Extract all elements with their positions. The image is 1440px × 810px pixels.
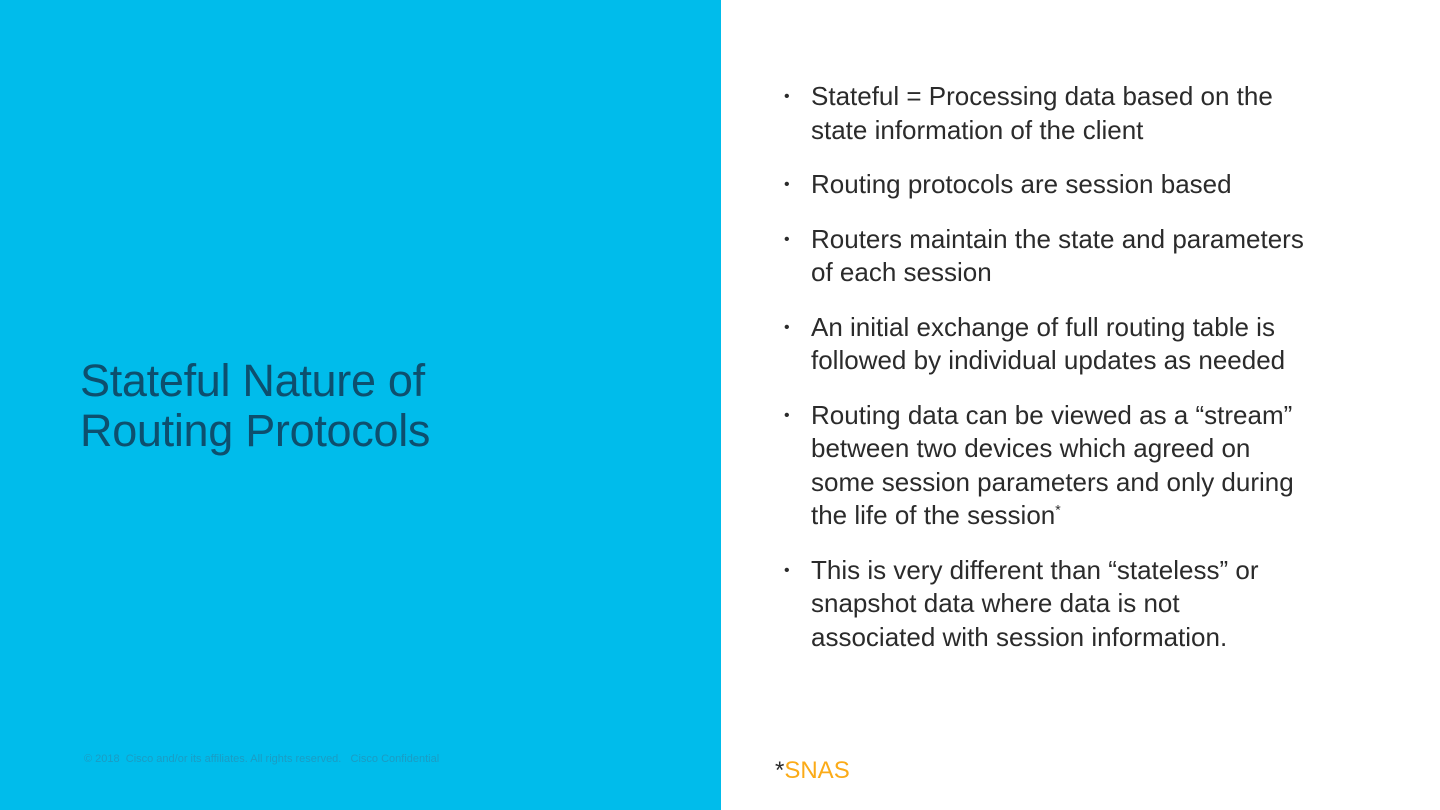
bullet-dot-icon: • <box>784 230 790 248</box>
bullet-line-with-footnote <box>811 499 1341 533</box>
bullet-item-initial-exchange <box>781 311 1341 378</box>
bullet-text <box>811 223 1341 290</box>
bullet-text <box>811 311 1341 378</box>
bullet-line: This is very different than “stateless” or <box>811 554 1259 585</box>
slide-title-line-1: Stateful Nature of <box>80 355 425 406</box>
bullet-dot-icon: • <box>784 176 790 193</box>
content-panel <box>721 0 1440 810</box>
slide-title-line-2: Routing Protocols <box>80 405 431 456</box>
bullet-text <box>811 399 1341 533</box>
footnote-marker: * <box>1055 501 1061 518</box>
bullet-text <box>811 80 1341 147</box>
bullet-line: Stateful = Processing data based on the <box>811 81 1273 111</box>
bullet-line: Routing data can be viewed as a “stream” <box>811 399 1293 430</box>
bullet-line: some session parameters and only during <box>811 466 1294 497</box>
snas-label: SNAS <box>784 757 850 784</box>
bullet-item-routers-maintain-state <box>781 223 1341 290</box>
bullet-list <box>781 80 1341 675</box>
bullet-item-stateless-contrast <box>781 554 1341 655</box>
bullet-line: state information of the client <box>811 114 1144 145</box>
bullet-line: of each session <box>811 257 992 287</box>
copyright-footer: © 2018 Cisco and/or its affiliates. All rights reserved. Cisco Confidential <box>84 753 440 765</box>
bullet-item-session-based <box>781 168 1341 202</box>
bullet-dot-icon: • <box>784 561 790 579</box>
bullet-line: Routers maintain the state and parameters <box>811 223 1304 254</box>
bullet-text <box>811 168 1341 202</box>
bullet-line: Routing protocols are session based <box>811 169 1232 199</box>
slide-title <box>80 356 640 456</box>
bullet-text <box>811 554 1341 655</box>
bullet-line: snapshot data where data is not <box>811 588 1180 618</box>
bullet-line: associated with session information. <box>811 621 1228 652</box>
bullet-dot-icon: • <box>784 406 790 424</box>
bullet-line: between two devices which agreed on <box>811 433 1251 463</box>
bullet-dot-icon: • <box>784 318 790 336</box>
bullet-line: An initial exchange of full routing table is <box>811 311 1275 342</box>
footnote-star: * <box>775 757 785 784</box>
footnote-snas <box>775 756 850 786</box>
bullet-item-routing-stream <box>781 399 1341 533</box>
bullet-line: followed by individual updates as needed <box>811 345 1286 375</box>
bullet-dot-icon: • <box>784 88 790 105</box>
bullet-line: the life of the session <box>811 500 1056 530</box>
bullet-item-stateful-definition <box>781 80 1341 147</box>
